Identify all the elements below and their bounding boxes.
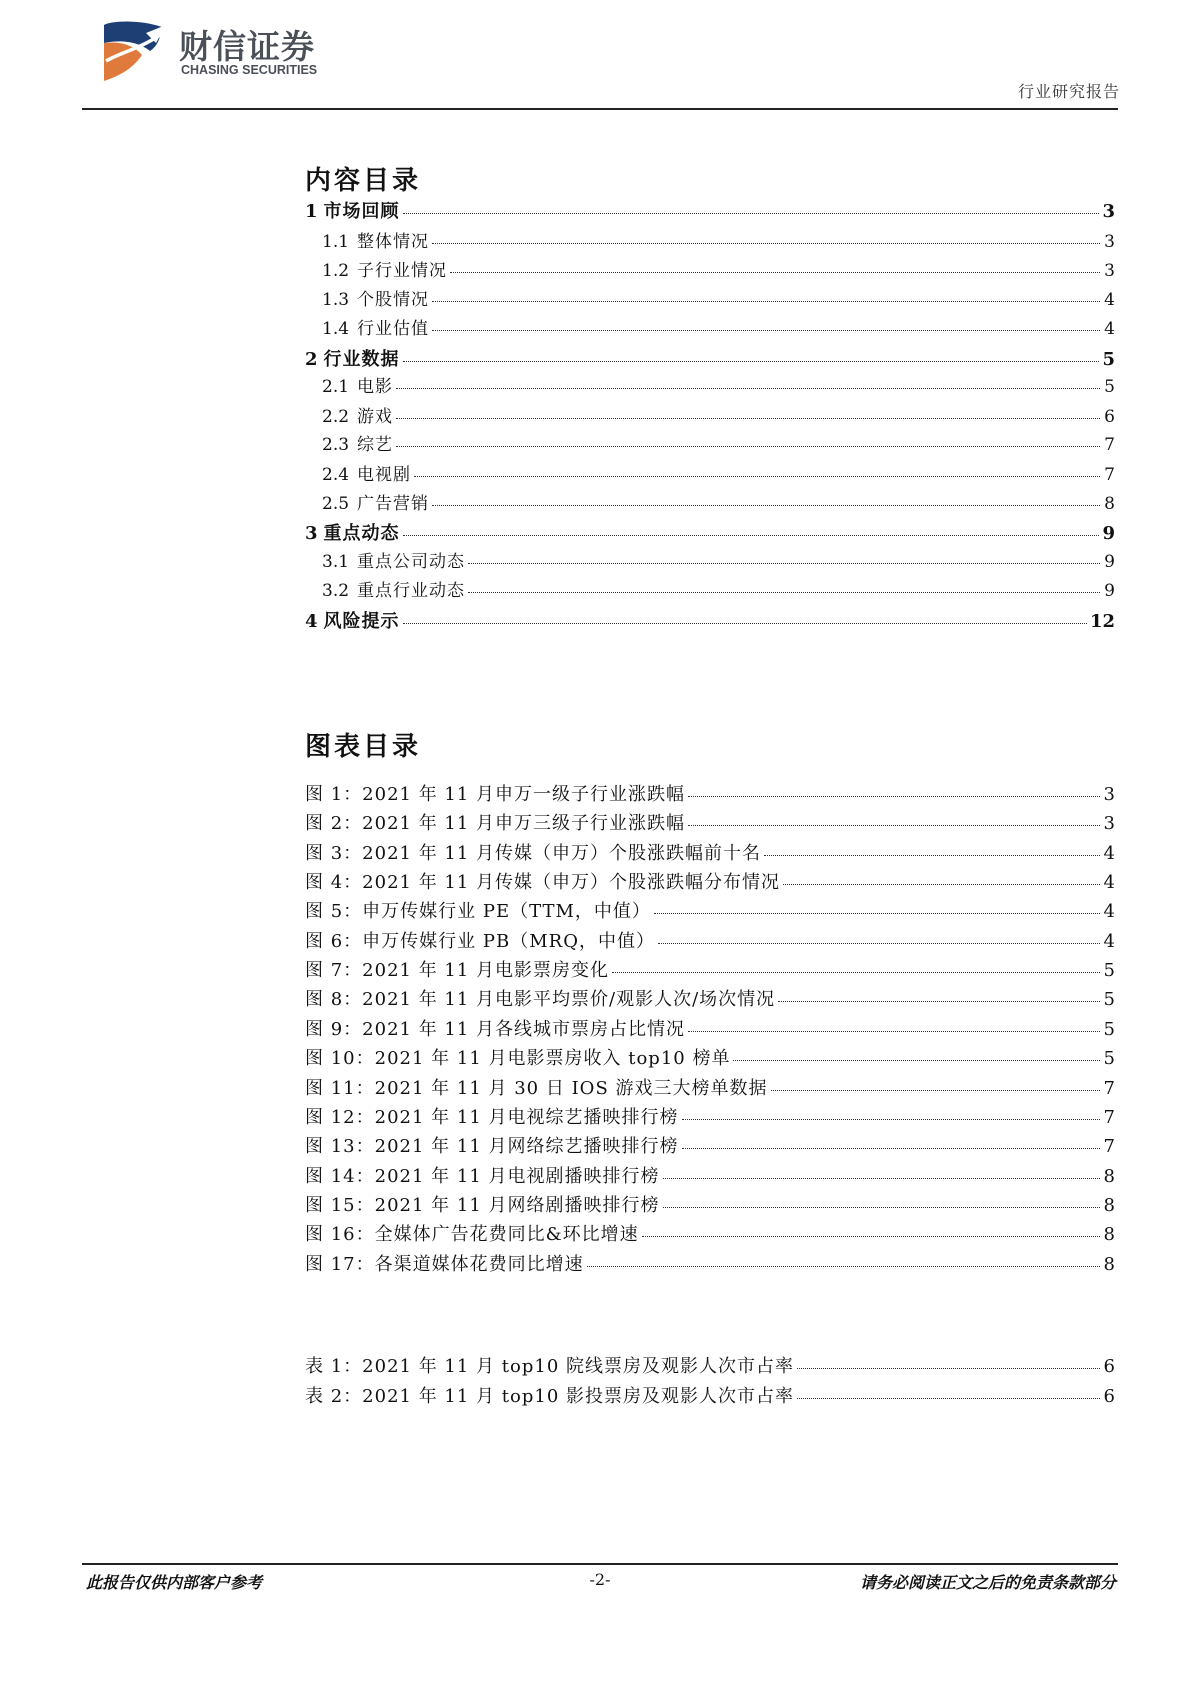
logo-english-name: CHASING SECURITIES xyxy=(181,63,318,77)
toc-entry[interactable] xyxy=(305,489,1115,515)
toc-entry-number: 2.3 xyxy=(322,435,350,455)
page-number: -2- xyxy=(589,1570,611,1589)
toc-entry-label: 电视剧 xyxy=(357,465,412,485)
toc-entry[interactable] xyxy=(305,402,1115,428)
toc-entry-page: 4 xyxy=(1104,319,1115,339)
table-entry-label: 表 1：2021 年 11 月 top10 院线票房及观影人次市占率 xyxy=(305,1356,794,1377)
figure-entry-page: 5 xyxy=(1103,989,1115,1010)
table-entry[interactable] xyxy=(305,1382,1115,1408)
toc-entry-page: 3 xyxy=(1104,232,1115,252)
toc-entry-label: 广告营销 xyxy=(357,494,430,514)
toc-entry-page: 5 xyxy=(1102,349,1115,370)
figure-entry-label: 图 11：2021 年 11 月 30 日 IOS 游戏三大榜单数据 xyxy=(305,1078,768,1099)
figure-entry-page: 3 xyxy=(1103,813,1115,834)
toc-entry-page: 3 xyxy=(1102,201,1115,222)
toc-entry-label: 重点行业动态 xyxy=(357,581,466,601)
dot-leader xyxy=(797,1368,1100,1369)
toc-entry-number: 4 xyxy=(305,611,318,632)
toc-entry-label: 重点公司动态 xyxy=(357,552,466,572)
dot-leader xyxy=(688,825,1100,826)
figure-entry-label: 图 1：2021 年 11 月申万一级子行业涨跌幅 xyxy=(305,784,686,805)
figure-entry-page: 7 xyxy=(1103,1107,1115,1128)
figure-entry[interactable] xyxy=(305,1074,1115,1100)
toc-entry[interactable] xyxy=(305,256,1115,282)
dot-leader xyxy=(764,855,1100,856)
dot-leader xyxy=(403,535,1100,536)
figure-entry-page: 8 xyxy=(1103,1224,1115,1245)
toc-entry-number: 1.4 xyxy=(322,319,350,339)
toc-entry-number: 1.3 xyxy=(322,290,350,310)
toc-entry[interactable] xyxy=(305,372,1115,398)
dot-leader xyxy=(682,1148,1100,1149)
toc-entry-number: 1.1 xyxy=(322,232,350,252)
dot-leader xyxy=(450,272,1100,273)
dot-leader xyxy=(688,796,1100,797)
dot-leader xyxy=(663,1207,1100,1208)
table-entry[interactable] xyxy=(305,1352,1115,1378)
figure-entry[interactable] xyxy=(305,1220,1115,1246)
figure-entry[interactable] xyxy=(305,1162,1115,1188)
toc-entry[interactable] xyxy=(305,547,1115,573)
toc-entry-label: 子行业情况 xyxy=(357,261,448,281)
toc-entry-page: 6 xyxy=(1104,407,1115,427)
figure-entry[interactable] xyxy=(305,1044,1115,1070)
figure-entry[interactable] xyxy=(305,868,1115,894)
toc-entry-label: 电影 xyxy=(357,377,394,397)
toc-entry-page: 4 xyxy=(1104,290,1115,310)
figure-entry[interactable] xyxy=(305,985,1115,1011)
toc-entry-number: 3.1 xyxy=(322,552,350,572)
toc-entry[interactable] xyxy=(305,460,1115,486)
dot-leader xyxy=(682,1119,1100,1120)
dot-leader xyxy=(468,592,1100,593)
toc-entry-label: 个股情况 xyxy=(357,290,430,310)
toc-entry-page: 3 xyxy=(1104,261,1115,281)
figure-entry-page: 7 xyxy=(1103,1078,1115,1099)
footer-disclaimer-right: 请务必阅读正文之后的免责条款部分 xyxy=(859,1573,1116,1592)
toc-entry-number: 2 xyxy=(305,349,318,370)
figure-entry-label: 图 5：申万传媒行业 PE（TTM，中值） xyxy=(305,901,651,922)
dot-leader xyxy=(396,446,1100,447)
figure-entry-label: 图 14：2021 年 11 月电视剧播映排行榜 xyxy=(305,1166,660,1187)
figure-entry-label: 图 6：申万传媒行业 PB（MRQ，中值） xyxy=(305,931,655,952)
figure-entry-label: 图 13：2021 年 11 月网络综艺播映排行榜 xyxy=(305,1136,679,1157)
dot-leader xyxy=(654,913,1100,914)
figure-entry-page: 5 xyxy=(1103,1048,1115,1069)
dot-leader xyxy=(612,972,1100,973)
dot-leader xyxy=(733,1060,1100,1061)
header-divider xyxy=(82,108,1118,110)
toc-entry-number: 2.4 xyxy=(322,465,350,485)
figure-entry-label: 图 12：2021 年 11 月电视综艺播映排行榜 xyxy=(305,1107,679,1128)
toc-entry-page: 9 xyxy=(1104,581,1115,601)
footer-disclaimer-left: 此报告仅供内部客户参考 xyxy=(86,1573,263,1592)
figure-entry-label: 图 15：2021 年 11 月网络剧播映排行榜 xyxy=(305,1195,660,1216)
figure-entry[interactable] xyxy=(305,809,1115,835)
figure-entry-page: 5 xyxy=(1103,960,1115,981)
figure-entry-page: 3 xyxy=(1103,784,1115,805)
dot-leader xyxy=(403,623,1087,624)
toc-entry-label: 行业估值 xyxy=(357,319,430,339)
toc-entry-page: 5 xyxy=(1104,377,1115,397)
figure-entry-label: 图 2：2021 年 11 月申万三级子行业涨跌幅 xyxy=(305,813,686,834)
toc-entry-label: 综艺 xyxy=(357,435,394,455)
logo-chinese-name: 财信证券 xyxy=(179,27,315,66)
figure-entry[interactable] xyxy=(305,1132,1115,1158)
figure-entry-label: 图 17：各渠道媒体花费同比增速 xyxy=(305,1254,584,1275)
toc-entry[interactable] xyxy=(305,227,1115,253)
table-entry-label: 表 2：2021 年 11 月 top10 影投票房及观影人次市占率 xyxy=(305,1386,794,1407)
toc-entry-page: 7 xyxy=(1104,465,1115,485)
figure-entry-page: 4 xyxy=(1103,872,1115,893)
toc-entry-number: 1 xyxy=(305,201,318,222)
figure-entry[interactable] xyxy=(305,1015,1115,1041)
dot-leader xyxy=(396,388,1100,389)
toc-entry-label: 市场回顾 xyxy=(323,201,400,222)
toc-entry[interactable] xyxy=(305,607,1115,633)
dot-leader xyxy=(587,1266,1100,1267)
toc-entry-number: 2.5 xyxy=(322,494,350,514)
dot-leader xyxy=(432,505,1100,506)
toc-entry-number: 3 xyxy=(305,523,318,544)
toc-entry-number: 3.2 xyxy=(322,581,350,601)
toc-entry[interactable] xyxy=(305,314,1115,340)
figure-entry-label: 图 16：全媒体广告花费同比&环比增速 xyxy=(305,1224,639,1245)
figure-entry-label: 图 3：2021 年 11 月传媒（申万）个股涨跌幅前十名 xyxy=(305,843,762,864)
figure-entry-label: 图 10：2021 年 11 月电影票房收入 top10 榜单 xyxy=(305,1048,731,1069)
toc-entry-label: 重点动态 xyxy=(323,523,400,544)
dot-leader xyxy=(658,943,1100,944)
figure-entry[interactable] xyxy=(305,780,1115,806)
dot-leader xyxy=(432,243,1100,244)
toc-entry-label: 整体情况 xyxy=(357,232,430,252)
figure-entry-page: 4 xyxy=(1103,843,1115,864)
figure-entry-page: 4 xyxy=(1103,901,1115,922)
dot-leader xyxy=(642,1236,1100,1237)
toc-entry-number: 2.2 xyxy=(322,407,350,427)
figure-entry-page: 8 xyxy=(1103,1166,1115,1187)
toc-entry-number: 2.1 xyxy=(322,377,350,397)
toc-entry-page: 9 xyxy=(1102,523,1115,544)
figure-entry[interactable] xyxy=(305,956,1115,982)
table-entry-page: 6 xyxy=(1103,1386,1115,1407)
dot-leader xyxy=(771,1090,1101,1091)
dot-leader xyxy=(403,361,1100,362)
toc-entry-label: 风险提示 xyxy=(323,611,400,632)
report-type-label: 行业研究报告 xyxy=(1017,82,1120,101)
dot-leader xyxy=(403,213,1100,214)
dot-leader xyxy=(468,563,1100,564)
dot-leader xyxy=(783,884,1100,885)
toc-entry-label: 行业数据 xyxy=(323,349,400,370)
dot-leader xyxy=(432,301,1100,302)
toc-entry[interactable] xyxy=(305,285,1115,311)
figure-entry[interactable] xyxy=(305,1250,1115,1276)
toc-entry-page: 12 xyxy=(1089,611,1115,632)
toc-entry[interactable] xyxy=(305,576,1115,602)
figure-entry-label: 图 8：2021 年 11 月电影平均票价/观影人次/场次情况 xyxy=(305,989,776,1010)
footer-divider xyxy=(82,1563,1118,1565)
dot-leader xyxy=(432,330,1100,331)
figure-entry-label: 图 9：2021 年 11 月各线城市票房占比情况 xyxy=(305,1019,686,1040)
company-logo xyxy=(100,17,320,89)
toc-entry[interactable] xyxy=(305,197,1115,223)
toc-title: 内容目录 xyxy=(305,166,422,196)
dot-leader xyxy=(396,418,1100,419)
toc-entry-label: 游戏 xyxy=(357,407,394,427)
figure-entry-label: 图 4：2021 年 11 月传媒（申万）个股涨跌幅分布情况 xyxy=(305,872,781,893)
toc-entry-page: 9 xyxy=(1104,552,1115,572)
figure-entry-page: 8 xyxy=(1103,1254,1115,1275)
toc-entry-page: 8 xyxy=(1104,494,1115,514)
figure-entry[interactable] xyxy=(305,897,1115,923)
figure-entry-label: 图 7：2021 年 11 月电影票房变化 xyxy=(305,960,610,981)
figure-entry[interactable] xyxy=(305,1191,1115,1217)
toc-entry[interactable] xyxy=(305,430,1115,456)
toc-entry[interactable] xyxy=(305,519,1115,545)
figure-entry-page: 8 xyxy=(1103,1195,1115,1216)
logo-mark-icon xyxy=(100,17,172,87)
dot-leader xyxy=(797,1398,1100,1399)
figures-title: 图表目录 xyxy=(305,732,422,762)
dot-leader xyxy=(663,1178,1100,1179)
figure-entry[interactable] xyxy=(305,927,1115,953)
table-entry-page: 6 xyxy=(1103,1356,1115,1377)
dot-leader xyxy=(688,1031,1100,1032)
figure-entry-page: 4 xyxy=(1103,931,1115,952)
toc-entry[interactable] xyxy=(305,345,1115,371)
figure-entry[interactable] xyxy=(305,1103,1115,1129)
figure-entry-page: 5 xyxy=(1103,1019,1115,1040)
figure-entry[interactable] xyxy=(305,839,1115,865)
toc-entry-number: 1.2 xyxy=(322,261,350,281)
dot-leader xyxy=(778,1001,1100,1002)
toc-entry-page: 7 xyxy=(1104,435,1115,455)
dot-leader xyxy=(414,476,1100,477)
figure-entry-page: 7 xyxy=(1103,1136,1115,1157)
